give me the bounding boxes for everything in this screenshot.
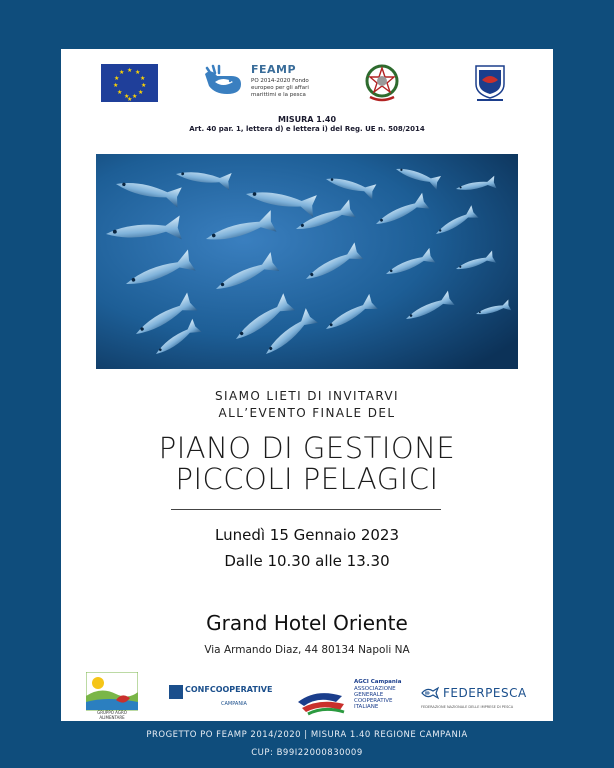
agci-logo-icon	[296, 682, 346, 718]
feamp-subtitle: PO 2014-2020 Fondo europeo per gli affari marittimi e la pesca	[251, 78, 309, 98]
agro-caption: GRUPPO AGRO ALIMENTARE	[97, 710, 127, 720]
invitation-intro	[61, 388, 553, 422]
project-footer: PROGETTO PO FEAMP 2014/2020 | MISURA 1.40 REGIONE CAMPANIA	[146, 730, 468, 740]
intro-line-1: SIAMO LIETI DI INVITARVI	[215, 389, 399, 403]
agci-description: ASSOCIAZIONE GENERALE COOPERATIVE ITALIANE	[354, 686, 396, 710]
intro-line-2: ALL’EVENTO FINALE DEL	[218, 406, 396, 420]
feamp-hand-icon	[201, 64, 245, 102]
confcooperative-name: CONFCOOPERATIVE	[185, 685, 273, 694]
fish-school-photo	[96, 154, 518, 369]
event-address: Via Armando Diaz, 44 80134 Napoli NA	[204, 644, 410, 656]
eu-flag-icon: ★ ★ ★ ★ ★ ★ ★ ★ ★ ★ ★ ★	[101, 64, 158, 102]
regione-campania-icon	[473, 64, 507, 102]
event-time: Dalle 10.30 alle 13.30	[224, 552, 390, 570]
federpesca-name: FEDERPESCA	[443, 686, 527, 700]
misura-label: MISURA 1.40	[277, 115, 337, 124]
event-title	[61, 433, 553, 495]
feamp-title: FEAMP	[251, 63, 297, 76]
italian-emblem-icon	[364, 61, 400, 103]
event-venue: Grand Hotel Oriente	[206, 611, 408, 635]
federpesca-description: FEDERAZIONE NAZIONALE DELLE IMPRESE DI PESCA	[421, 705, 514, 709]
invitation-card	[61, 49, 553, 721]
agro-alimentare-logo-icon	[86, 672, 138, 715]
event-title-line-1: PIANO DI GESTIONE	[158, 431, 456, 465]
confcooperative-region: CAMPANIA	[221, 701, 247, 707]
regulation-reference: Art. 40 par. 1, lettera d) e lettera i) del Reg. UE n. 508/2014	[189, 125, 425, 133]
event-title-line-2: PICCOLI PELAGICI	[175, 462, 439, 496]
cup-code: CUP: B99I22000830009	[251, 748, 363, 758]
title-divider	[171, 509, 441, 510]
confcooperative-icon	[169, 685, 183, 699]
event-date: Lunedì 15 Gennaio 2023	[215, 526, 399, 544]
federpesca-fish-icon	[421, 685, 439, 701]
agci-name: AGCI Campania	[354, 679, 402, 685]
